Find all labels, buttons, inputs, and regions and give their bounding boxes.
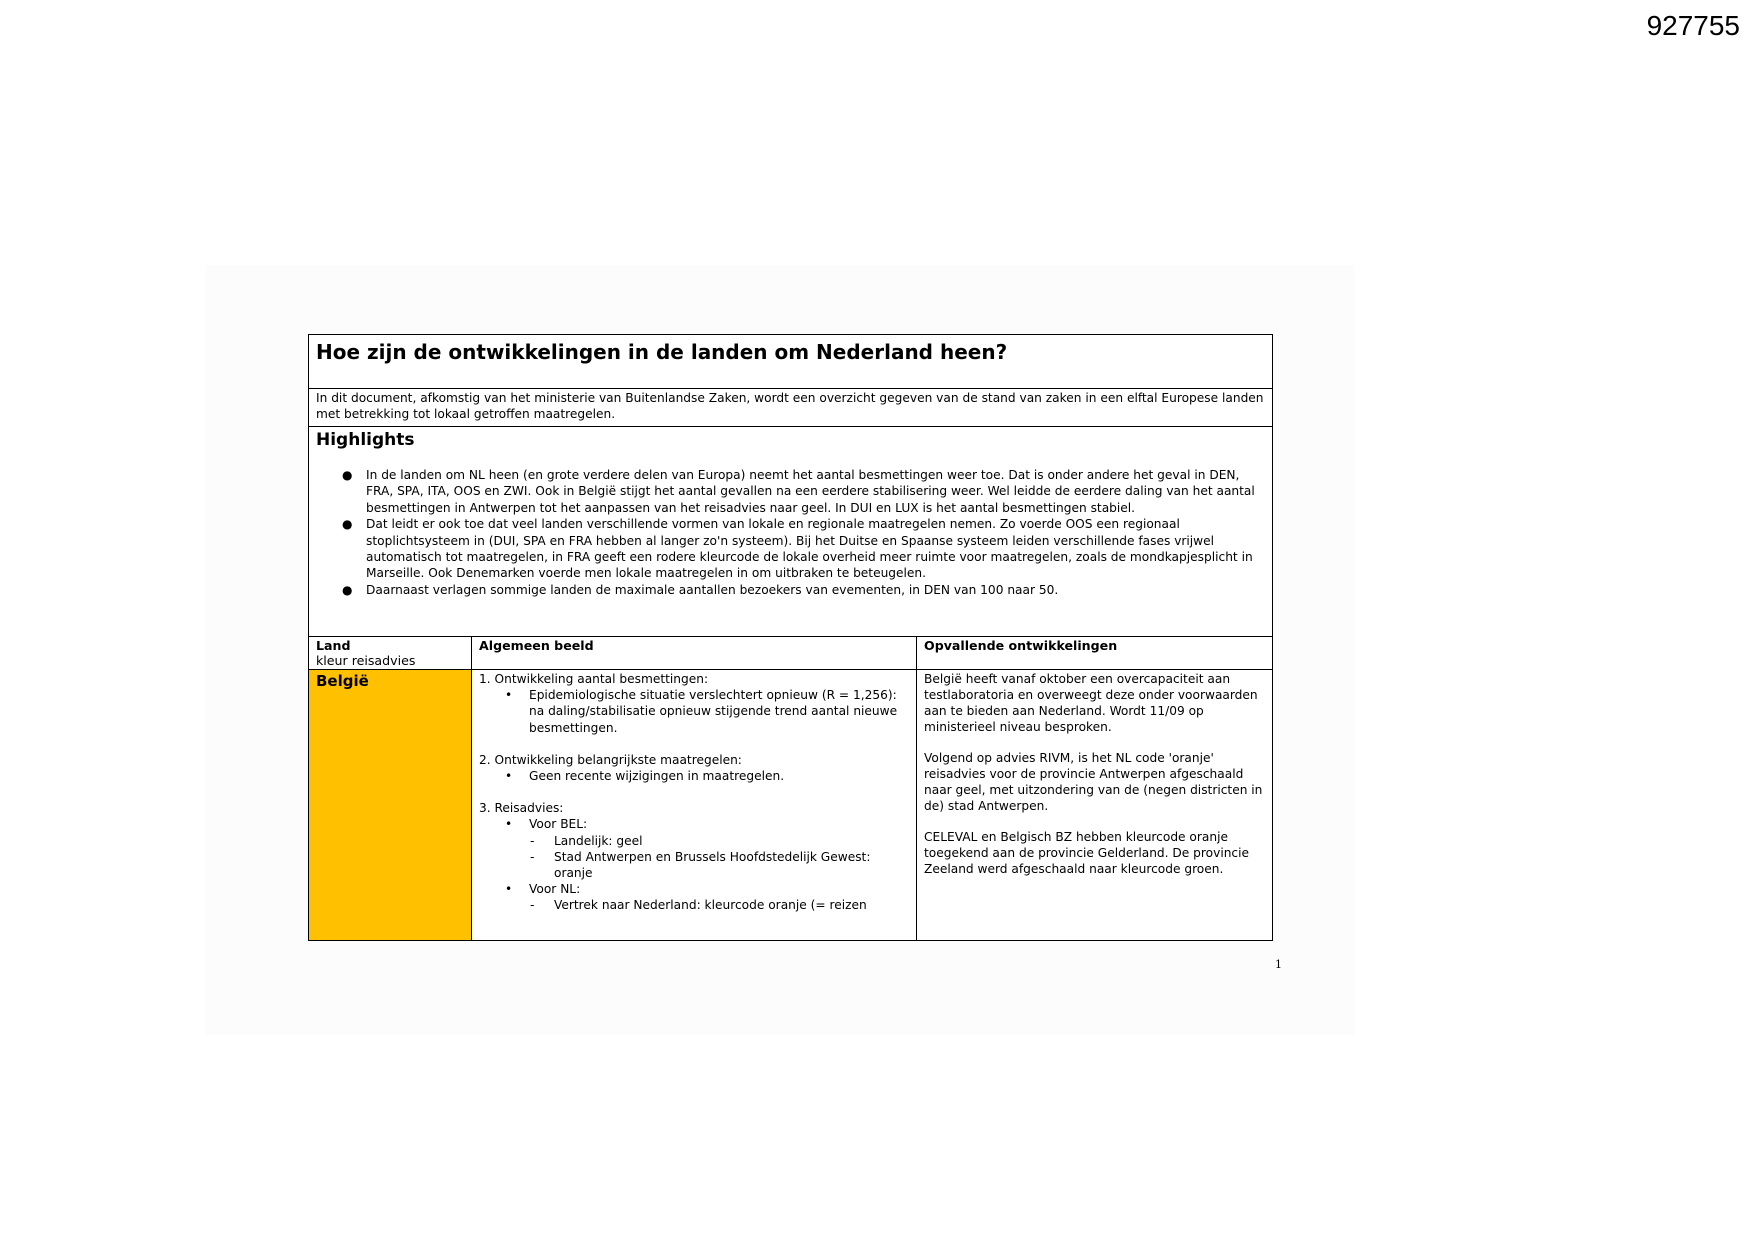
document-number: 927755 [1646, 10, 1740, 41]
dash-icon: - [530, 833, 535, 848]
page-number: 1 [1275, 958, 1282, 971]
bullet-icon: • [505, 688, 513, 703]
header-algemeen: Algemeen beeld [472, 637, 917, 669]
page-title: Hoe zijn de ontwikkelingen in de landen om Nederland heen? [316, 340, 1008, 364]
bullet-icon: • [505, 817, 513, 832]
opvallend-paragraph: CELEVAL en Belgisch BZ hebben kleurcode oranje toegekend aan de provincie Gelderland. De provincie Zeeland werd afgeschaald naar kleurcode groen. [924, 830, 1250, 876]
table-row [309, 670, 1272, 940]
bullet-icon: ● [342, 582, 353, 597]
highlight-item: ● In de landen om NL heen (en grote verdere delen van Europa) neemt het aantal besmettingen weer toe. Dat is onder andere het geval in DEN, FRA, SPA, ITA, OOS en ZWI. Ook in België stijgt het aantal gevallen na een eerdere stabilisering weer. Wel leidde de eerdere daling van het aantal besmettingen in Antwerpen tot het aanpassen van het reisadvies naar geel. In DUI en LUX is het aantal besmettingen stabiel. [342, 468, 1255, 515]
opvallend-cell [917, 670, 1272, 893]
header-land: Land kleur reisadvies [309, 637, 472, 669]
country-name: België [316, 672, 369, 690]
document-sheet [308, 334, 1273, 941]
highlights-section [309, 427, 1272, 637]
title-row [309, 335, 1272, 389]
bullet-icon: • [505, 882, 513, 897]
highlights-list [316, 467, 1265, 598]
opvallend-paragraph: Volgend op advies RIVM, is het NL code 'oranje' reisadvies voor de provincie Antwerpen afgeschaald naar geel, met uitzondering van de (negen districten in de) stad Antwerpen. [924, 751, 1263, 813]
header-opvallend: Opvallende ontwikkelingen [924, 638, 1118, 653]
algemeen-cell: 1. Ontwikkeling aantal besmettingen: • Epidemiologische situatie verslechtert opnieuw (R = 1,256): na daling/stabilisatie opnieuw stijgende trend aantal nieuwe besmettingen. 2. Ontwikkeling belangrijkste maatregelen: • Geen recente wijzigingen in maatregelen. 3. Reisadvies: • Voor BEL: - Landelijk: geel - Stad Antwerpen en Brussels Hoofdstedelijk Gewest: oranje • Voor NL: - Vertrek naar Nederland: kleurcode oranje (= reizen [479, 672, 898, 913]
bullet-icon: ● [342, 468, 353, 482]
table-header-row [309, 637, 1272, 670]
dash-icon: - [530, 849, 535, 864]
highlights-heading: Highlights [316, 430, 415, 450]
bullet-icon: ● [342, 517, 353, 532]
highlight-item: ● Dat leidt er ook toe dat veel landen verschillende vormen van lokale en regionale maatregelen nemen. Zo voerde OOS een regionaal stoplichtsysteem in (DUI, SPA en FRA hebben al langer zo'n systeem). Bij het Duitse en Spaanse systeem leiden verschillende fases vrijwel automatisch tot maatregelen, in FRA geeft een rodere kleurcode de lokale overheid meer ruimte voor maatregelen, zoals de mondkapjesplicht in Marseille. Ook Denemarken voerde men lokale maatregelen in om uitbraken te beteugelen. [342, 517, 1253, 581]
bullet-icon: • [505, 769, 513, 784]
intro-text: In dit document, afkomstig van het ministerie van Buitenlandse Zaken, wordt een overzicht gegeven van de stand van zaken in een elftal Europese landen met betrekking tot lokaal getroffen maatregelen. [309, 389, 1272, 427]
opvallend-paragraph: België heeft vanaf oktober een overcapaciteit aan testlaboratoria en overweegt deze onder voorwaarden aan te bieden aan Nederland. Wordt 11/09 op ministerieel niveau besproken. [924, 672, 1258, 734]
country-cell [309, 670, 471, 940]
dash-icon: - [530, 898, 535, 913]
highlight-item: ● Daarnaast verlagen sommige landen de maximale aantallen bezoekers van evementen, in DEN van 100 naar 50. [342, 582, 1059, 597]
